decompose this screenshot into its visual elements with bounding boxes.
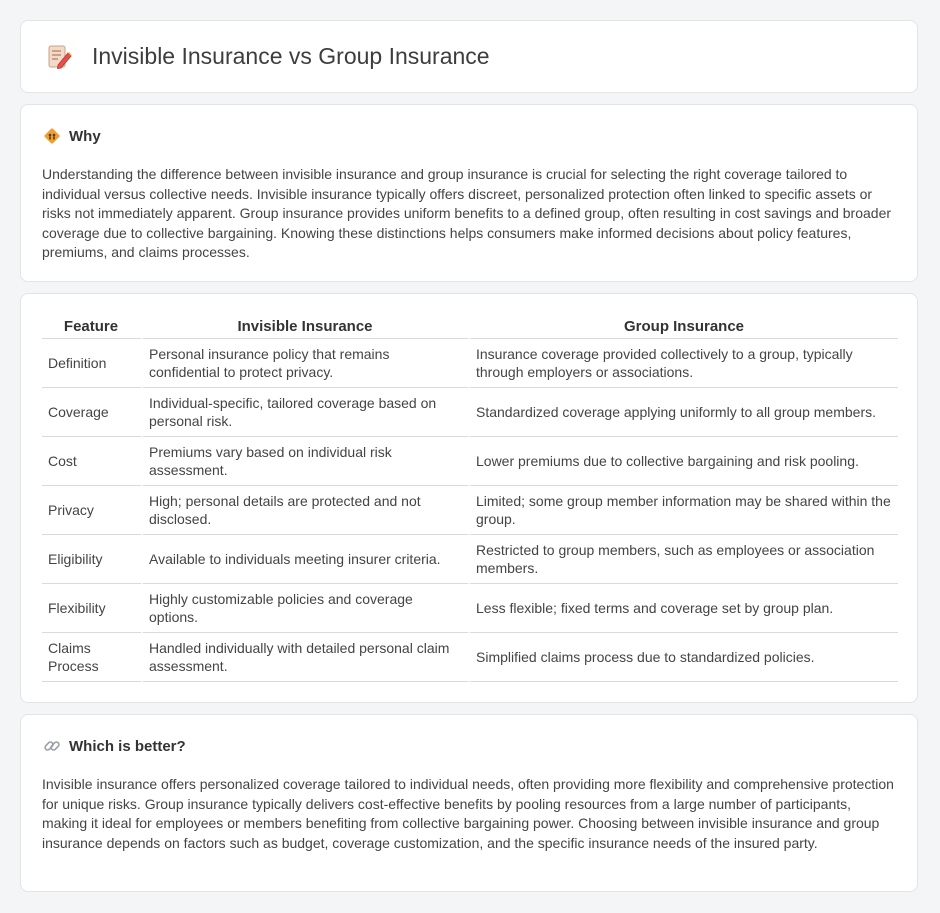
title-card xyxy=(20,20,918,93)
feature-cell: Claims Process xyxy=(42,633,143,682)
why-section xyxy=(20,104,918,282)
table-header-row xyxy=(42,314,898,339)
invisible-cell: Premiums vary based on individual risk assessment. xyxy=(143,437,470,486)
invisible-cell: Available to individuals meeting insurer criteria. xyxy=(143,535,470,584)
group-cell: Less flexible; fixed terms and coverage set by group plan. xyxy=(470,584,898,633)
group-cell: Standardized coverage applying uniformly to all group members. xyxy=(470,388,898,437)
document-pen-icon xyxy=(46,44,72,70)
feature-cell: Eligibility xyxy=(42,535,143,584)
group-cell: Limited; some group member information may be shared within the group. xyxy=(470,486,898,535)
link-icon xyxy=(43,737,61,755)
feature-cell: Privacy xyxy=(42,486,143,535)
comparison-table xyxy=(42,314,898,682)
invisible-cell: Highly customizable policies and coverage options. xyxy=(143,584,470,633)
which-is-better-heading: Which is better? xyxy=(69,737,186,755)
group-cell: Restricted to group members, such as employees or association members. xyxy=(470,535,898,584)
table-row xyxy=(42,633,898,682)
which-is-better-section xyxy=(20,714,918,892)
table-row xyxy=(42,535,898,584)
group-cell: Insurance coverage provided collectively to a group, typically through employers or associations. xyxy=(470,339,898,388)
invisible-cell: Individual-specific, tailored coverage based on personal risk. xyxy=(143,388,470,437)
diamond-sign-icon xyxy=(43,127,61,145)
table-row xyxy=(42,584,898,633)
feature-cell: Cost xyxy=(42,437,143,486)
table-row xyxy=(42,388,898,437)
header-invisible-insurance: Invisible Insurance xyxy=(143,314,470,339)
header-feature: Feature xyxy=(42,314,143,339)
which-is-better-text: Invisible insurance offers personalized coverage tailored to individual needs, often providing more flexibility and comprehensive protection for unique risks. Group insurance typically delivers cost-effective benefits by pooling resources from a large number of participants, making it ideal for employees or members benefiting from collective bargaining power. Choosing between invisible insurance and group insurance depends on factors such as budget, coverage customization, and the specific insurance needs of the insured party. xyxy=(42,776,894,851)
group-cell: Simplified claims process due to standardized policies. xyxy=(470,633,898,682)
feature-cell: Definition xyxy=(42,339,143,388)
page-title: Invisible Insurance vs Group Insurance xyxy=(92,43,490,69)
table-row xyxy=(42,486,898,535)
invisible-cell: Handled individually with detailed personal claim assessment. xyxy=(143,633,470,682)
invisible-cell: High; personal details are protected and not disclosed. xyxy=(143,486,470,535)
why-heading: Why xyxy=(69,127,101,145)
table-row xyxy=(42,437,898,486)
invisible-cell: Personal insurance policy that remains confidential to protect privacy. xyxy=(143,339,470,388)
table-row xyxy=(42,339,898,388)
feature-cell: Coverage xyxy=(42,388,143,437)
group-cell: Lower premiums due to collective bargaining and risk pooling. xyxy=(470,437,898,486)
why-text: Understanding the difference between invisible insurance and group insurance is crucial for selecting the right coverage tailored to individual versus collective needs. Invisible insurance typically offers discreet, personalized protection often linked to specific assets or risks not immediately apparent. Group insurance provides uniform benefits to a defined group, often resulting in cost savings and broader coverage due to collective bargaining. Knowing these distinctions helps consumers make informed decisions about policy features, premiums, and claims processes. xyxy=(42,166,892,261)
comparison-section xyxy=(20,293,918,703)
header-group-insurance: Group Insurance xyxy=(470,314,898,339)
feature-cell: Flexibility xyxy=(42,584,143,633)
